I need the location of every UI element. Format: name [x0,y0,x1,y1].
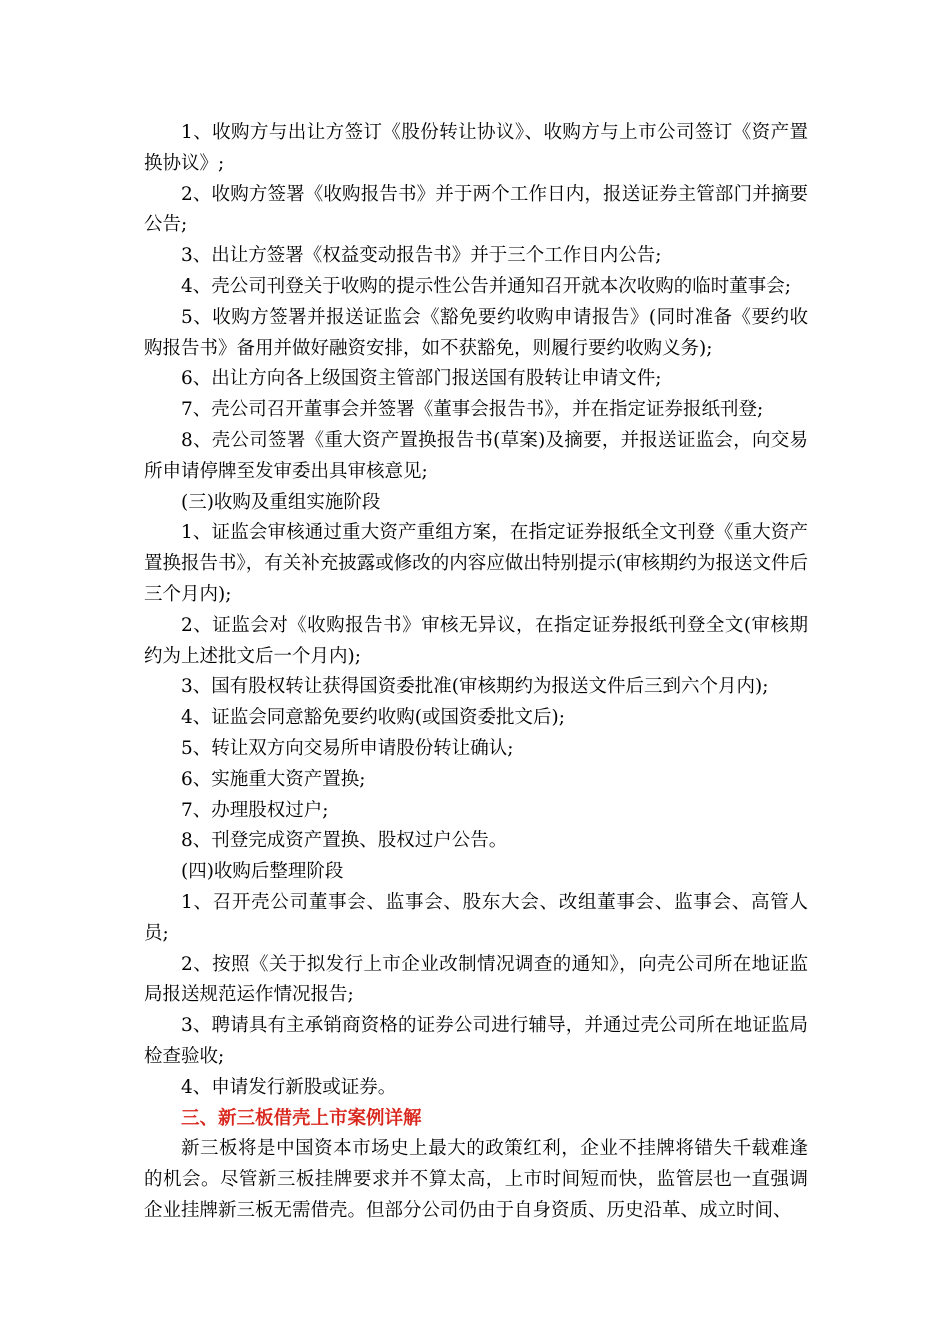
paragraph-impl-5: 5、转让双方向交易所申请股份转让确认; [181,737,514,759]
paragraph-impl-4: 4、证监会同意豁免要约收购(或国资委批文后); [181,707,565,729]
paragraph-impl-8: 8、刊登完成资产置换、股权过户公告。 [181,830,508,852]
paragraph-post-1: 1、召开壳公司董事会、监事会、股东大会、改组董事会、监事会、高管人员; [144,891,808,944]
paragraph-step-1: 1、收购方与出让方签订《股份转让协议》、收购方与上市公司签订《资产置换协议》; [144,122,808,174]
paragraph-impl-7: 7、办理股权过户; [181,799,329,821]
document-body [144,118,808,1227]
paragraph-step-6: 6、出让方向各上级国资主管部门报送国有股转让申请文件; [181,368,662,390]
section-title-implementation: (三)收购及重组实施阶段 [181,491,381,513]
paragraph-step-3: 3、出让方签署《权益变动报告书》并于三个工作日内公告; [181,245,662,267]
paragraph-step-5: 5、收购方签署并报送证监会《豁免要约收购申请报告》(同时准备《要约收购报告书》备用并做好融资安排，如不获豁免，则履行要约收购义务); [144,306,808,359]
paragraph-step-7: 7、壳公司召开董事会并签署《董事会报告书》，并在指定证券报纸刊登; [181,399,764,421]
paragraph-post-2: 2、按照《关于拟发行上市企业改制情况调查的通知》，向壳公司所在地证监局报送规范运作情况报告; [144,953,808,1006]
heading-case-study: 三、新三板借壳上市案例详解 [181,1107,422,1129]
paragraph-impl-3: 3、国有股权转让获得国资委批准(审核期约为报送文件后三到六个月内); [181,676,769,698]
paragraph-step-2: 2、收购方签署《收购报告书》并于两个工作日内，报送证券主管部门并摘要公告; [144,183,808,236]
paragraph-case-intro: 新三板将是中国资本市场史上最大的政策红利，企业不挂牌将错失千载难逢的机会。尽管新三板挂牌要求并不算太高，上市时间短而快，监管层也一直强调企业挂牌新三板无需借壳。但部分公司仍由于自身资质、历史沿革、成立时间、 [144,1138,808,1221]
paragraph-step-4: 4、壳公司刊登关于收购的提示性公告并通知召开就本次收购的临时董事会; [181,275,792,297]
paragraph-step-8: 8、壳公司签署《重大资产置换报告书(草案)及摘要，并报送证监会，向交易所申请停牌至发审委出具审核意见; [144,429,808,482]
section-title-post-acquisition: (四)收购后整理阶段 [181,861,344,883]
paragraph-post-4: 4、申请发行新股或证券。 [181,1076,397,1098]
paragraph-post-3: 3、聘请具有主承销商资格的证券公司进行辅导，并通过壳公司所在地证监局检查验收; [144,1015,808,1067]
paragraph-impl-1: 1、证监会审核通过重大资产重组方案，在指定证券报纸全文刊登《重大资产置换报告书》，有关补充披露或修改的内容应做出特别提示(审核期约为报送文件后三个月内); [144,522,808,605]
paragraph-impl-6: 6、实施重大资产置换; [181,768,366,790]
paragraph-impl-2: 2、证监会对《收购报告书》审核无异议，在指定证券报纸刊登全文(审核期约为上述批文后一个月内); [144,614,808,667]
